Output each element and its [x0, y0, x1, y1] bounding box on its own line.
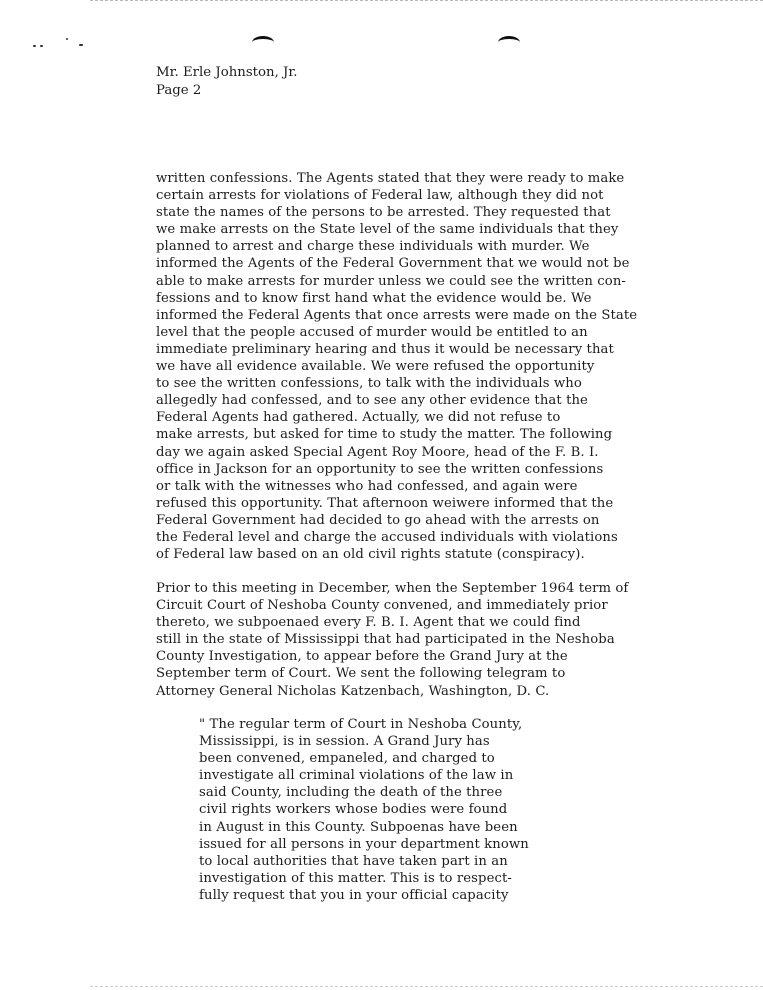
text-line: " The regular term of Court in Neshoba County, — [199, 717, 523, 732]
text-line: state the names of the persons to be arrested. They requested that — [156, 205, 611, 221]
text-line: informed the Agents of the Federal Government that we would not be — [156, 256, 630, 272]
text-line: Federal Agents had gathered. Actually, we did not refuse to — [156, 410, 561, 426]
text-line: civil rights workers whose bodies were found — [199, 802, 508, 818]
paragraph-confessions — [156, 170, 666, 563]
text-line: make arrests, but asked for time to study the matter. The following — [156, 427, 613, 443]
text-line: refused this opportunity. That afternoon weiwere informed that the — [156, 495, 614, 511]
punch-hole-mark-right — [498, 36, 520, 49]
text-line: certain arrests for violations of Federal law, although they did not — [156, 188, 604, 204]
text-line: fully request that you in your official capacity — [199, 887, 509, 903]
letter-header — [156, 64, 297, 100]
recipient-line: Mr. Erle Johnston, Jr. — [156, 65, 298, 80]
text-line: said County, including the death of the three — [199, 785, 503, 801]
text-line: investigate all criminal violations of the law in — [199, 768, 514, 784]
text-line: day we again asked Special Agent Roy Moore, head of the F. B. I. — [156, 444, 599, 460]
telegram-quote — [199, 716, 599, 904]
text-line: immediate preliminary hearing and thus it would be necessary that — [156, 341, 614, 357]
top-scan-border — [90, 0, 763, 1]
text-line: or talk with the witnesses who had confessed, and again were — [156, 478, 578, 494]
punch-hole-mark-left — [252, 36, 274, 49]
scan-speck — [79, 44, 83, 46]
text-line: to local authorities that have taken part in an — [199, 853, 508, 869]
text-line: written confessions. The Agents stated that they were ready to make — [156, 171, 625, 186]
page-number: Page 2 — [156, 83, 202, 98]
text-line: Circuit Court of Neshoba County convened, and immediately prior — [156, 598, 608, 614]
scan-speck — [33, 45, 36, 47]
text-line: fessions and to know first hand what the evidence would be. We — [156, 290, 592, 306]
text-line: County Investigation, to appear before the Grand Jury at the — [156, 649, 568, 665]
text-line: office in Jackson for an opportunity to see the written confessions — [156, 461, 604, 477]
text-line: been convened, empaneled, and charged to — [199, 751, 495, 767]
text-line: investigation of this matter. This is to respect- — [199, 870, 512, 886]
text-line: the Federal level and charge the accused individuals with violations — [156, 529, 618, 545]
text-line: Attorney General Nicholas Katzenbach, Washington, D. C. — [156, 683, 550, 699]
text-line: in August in this County. Subpoenas have been — [199, 819, 518, 835]
text-line: Prior to this meeting in December, when the September 1964 term of — [156, 581, 629, 596]
text-line: level that the people accused of murder would be entitled to an — [156, 324, 588, 340]
text-line: still in the state of Mississippi that had participated in the Neshoba — [156, 632, 615, 648]
text-line: Mississippi, is in session. A Grand Jury has — [199, 734, 490, 750]
text-line: Federal Government had decided to go ahead with the arrests on — [156, 512, 600, 528]
text-line: allegedly had confessed, and to see any other evidence that the — [156, 393, 588, 409]
text-line: issued for all persons in your department known — [199, 836, 529, 852]
text-line: we have all evidence available. We were refused the opportunity — [156, 359, 595, 375]
text-line: of Federal law based on an old civil rights statute (conspiracy). — [156, 547, 585, 563]
text-line: we make arrests on the State level of the same individuals that they — [156, 222, 619, 238]
text-line: planned to arrest and charge these individuals with murder. We — [156, 239, 590, 255]
text-line: thereto, we subpoenaed every F. B. I. Agent that we could find — [156, 615, 581, 631]
text-line: September term of Court. We sent the following telegram to — [156, 666, 566, 682]
bottom-scan-border — [90, 986, 763, 987]
text-line: informed the Federal Agents that once arrests were made on the State — [156, 307, 638, 323]
text-line: to see the written confessions, to talk with the individuals who — [156, 376, 582, 392]
paragraph-subpoena — [156, 580, 666, 700]
scan-speck — [40, 45, 43, 47]
scan-speck — [66, 38, 68, 40]
text-line: able to make arrests for murder unless we could see the written con- — [156, 273, 626, 289]
